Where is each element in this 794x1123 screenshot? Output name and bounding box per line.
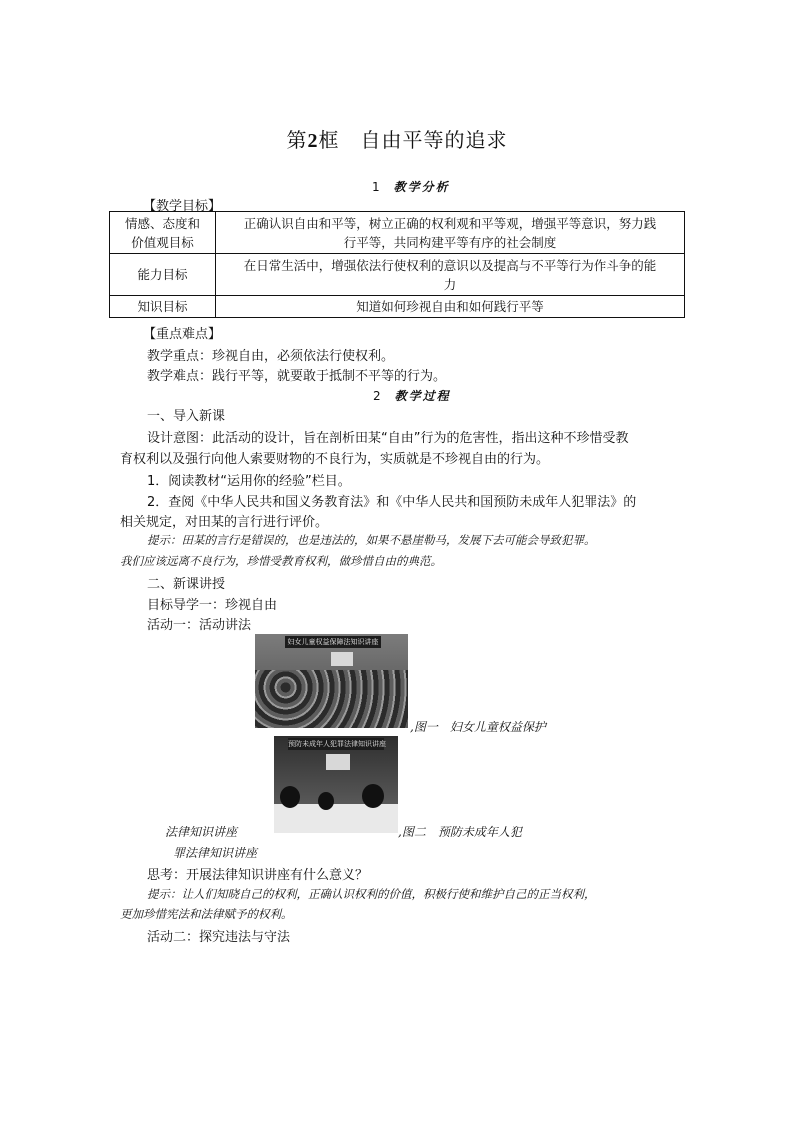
difficulty-point: 教学难点：践行平等，就要敢于抵制不平等的行为。 bbox=[147, 369, 447, 384]
section-heading-analysis: 1 教学分析 bbox=[372, 180, 450, 194]
student-head bbox=[318, 792, 334, 810]
figure-caption: ,图一 妇女儿童权益保护 bbox=[410, 720, 546, 734]
part1-heading: 一、导入新课 bbox=[147, 409, 226, 424]
hint-line: 我们应该远离不良行为，珍惜受教育权利，做珍惜自由的典范。 bbox=[120, 554, 442, 568]
section-heading-process: 2 教学过程 bbox=[373, 389, 451, 403]
step-2-line: 相关规定，对田某的言行进行评价。 bbox=[120, 515, 329, 530]
objectives-table bbox=[109, 211, 685, 318]
activity-1-heading: 活动一：活动讲法 bbox=[147, 618, 252, 633]
page-title: 第2框 自由平等的追求 bbox=[286, 128, 508, 152]
table-cell-content: 正确认识自由和平等，树立正确的权利观和平等观，增强平等意识，努力践 行平等，共同构建平等有序的社会制度 bbox=[216, 212, 685, 254]
lecture-photo-1 bbox=[255, 634, 408, 728]
design-intent-line: 育权利以及强行向他人索要财物的不良行为，实质就是不珍视自由的行为。 bbox=[120, 452, 550, 467]
objectives-heading: 【教学目标】 bbox=[143, 199, 222, 214]
photo-banner: 预防未成年人犯罪法律知识讲座 bbox=[288, 740, 386, 748]
photo-banner: 妇女儿童权益保障法知识讲座 bbox=[285, 636, 381, 648]
table-cell-content: 在日常生活中，增强依法行使权利的意识以及提高与不平等行为作斗争的能 力 bbox=[216, 254, 685, 296]
desk-row bbox=[274, 804, 398, 833]
projector-screen bbox=[331, 652, 353, 666]
keypoints-heading: 【重点难点】 bbox=[143, 327, 222, 342]
table-cell-label: 能力目标 bbox=[110, 254, 216, 296]
student-head bbox=[280, 786, 300, 808]
figure-caption-left: 法律知识讲座 bbox=[165, 825, 238, 839]
student-head bbox=[362, 784, 384, 808]
step-1: 1．阅读教材“运用你的经验”栏目。 bbox=[147, 474, 351, 489]
goal-heading: 目标导学一：珍视自由 bbox=[147, 598, 278, 613]
hint-line: 提示：田某的言行是错误的，也是违法的，如果不悬崖勒马，发展下去可能会导致犯罪。 bbox=[147, 533, 596, 547]
table-cell-content: 知道如何珍视自由和如何践行平等 bbox=[216, 296, 685, 318]
key-point: 教学重点：珍视自由，必须依法行使权利。 bbox=[147, 349, 395, 364]
table-row bbox=[110, 296, 685, 318]
step-2-line: 2．查阅《中华人民共和国义务教育法》和《中华人民共和国预防未成年人犯罪法》的 bbox=[147, 495, 637, 510]
table-row bbox=[110, 254, 685, 296]
table-cell-label: 知识目标 bbox=[110, 296, 216, 318]
think-question: 思考：开展法律知识讲座有什么意义？ bbox=[147, 868, 369, 883]
activity-2-heading: 活动二：探究违法与守法 bbox=[147, 930, 291, 945]
hint-line: 更加珍惜宪法和法律赋予的权利。 bbox=[120, 907, 293, 921]
lecture-photo-2 bbox=[274, 736, 398, 833]
table-cell-label: 情感、态度和 价值观目标 bbox=[110, 212, 216, 254]
part2-heading: 二、新课讲授 bbox=[147, 577, 226, 592]
figure-caption: ,图二 预防未成年人犯 bbox=[398, 825, 522, 839]
table-row bbox=[110, 212, 685, 254]
hint-line: 提示：让人们知晓自己的权利，正确认识权利的价值，积极行使和维护自己的正当权利， bbox=[147, 887, 596, 901]
figure-caption-cont: 罪法律知识讲座 bbox=[173, 846, 258, 860]
design-intent-line: 设计意图：此活动的设计，旨在剖析田某“自由”行为的危害性，指出这种不珍惜受教 bbox=[147, 431, 629, 446]
audience bbox=[255, 670, 408, 728]
projector-screen bbox=[326, 754, 350, 770]
